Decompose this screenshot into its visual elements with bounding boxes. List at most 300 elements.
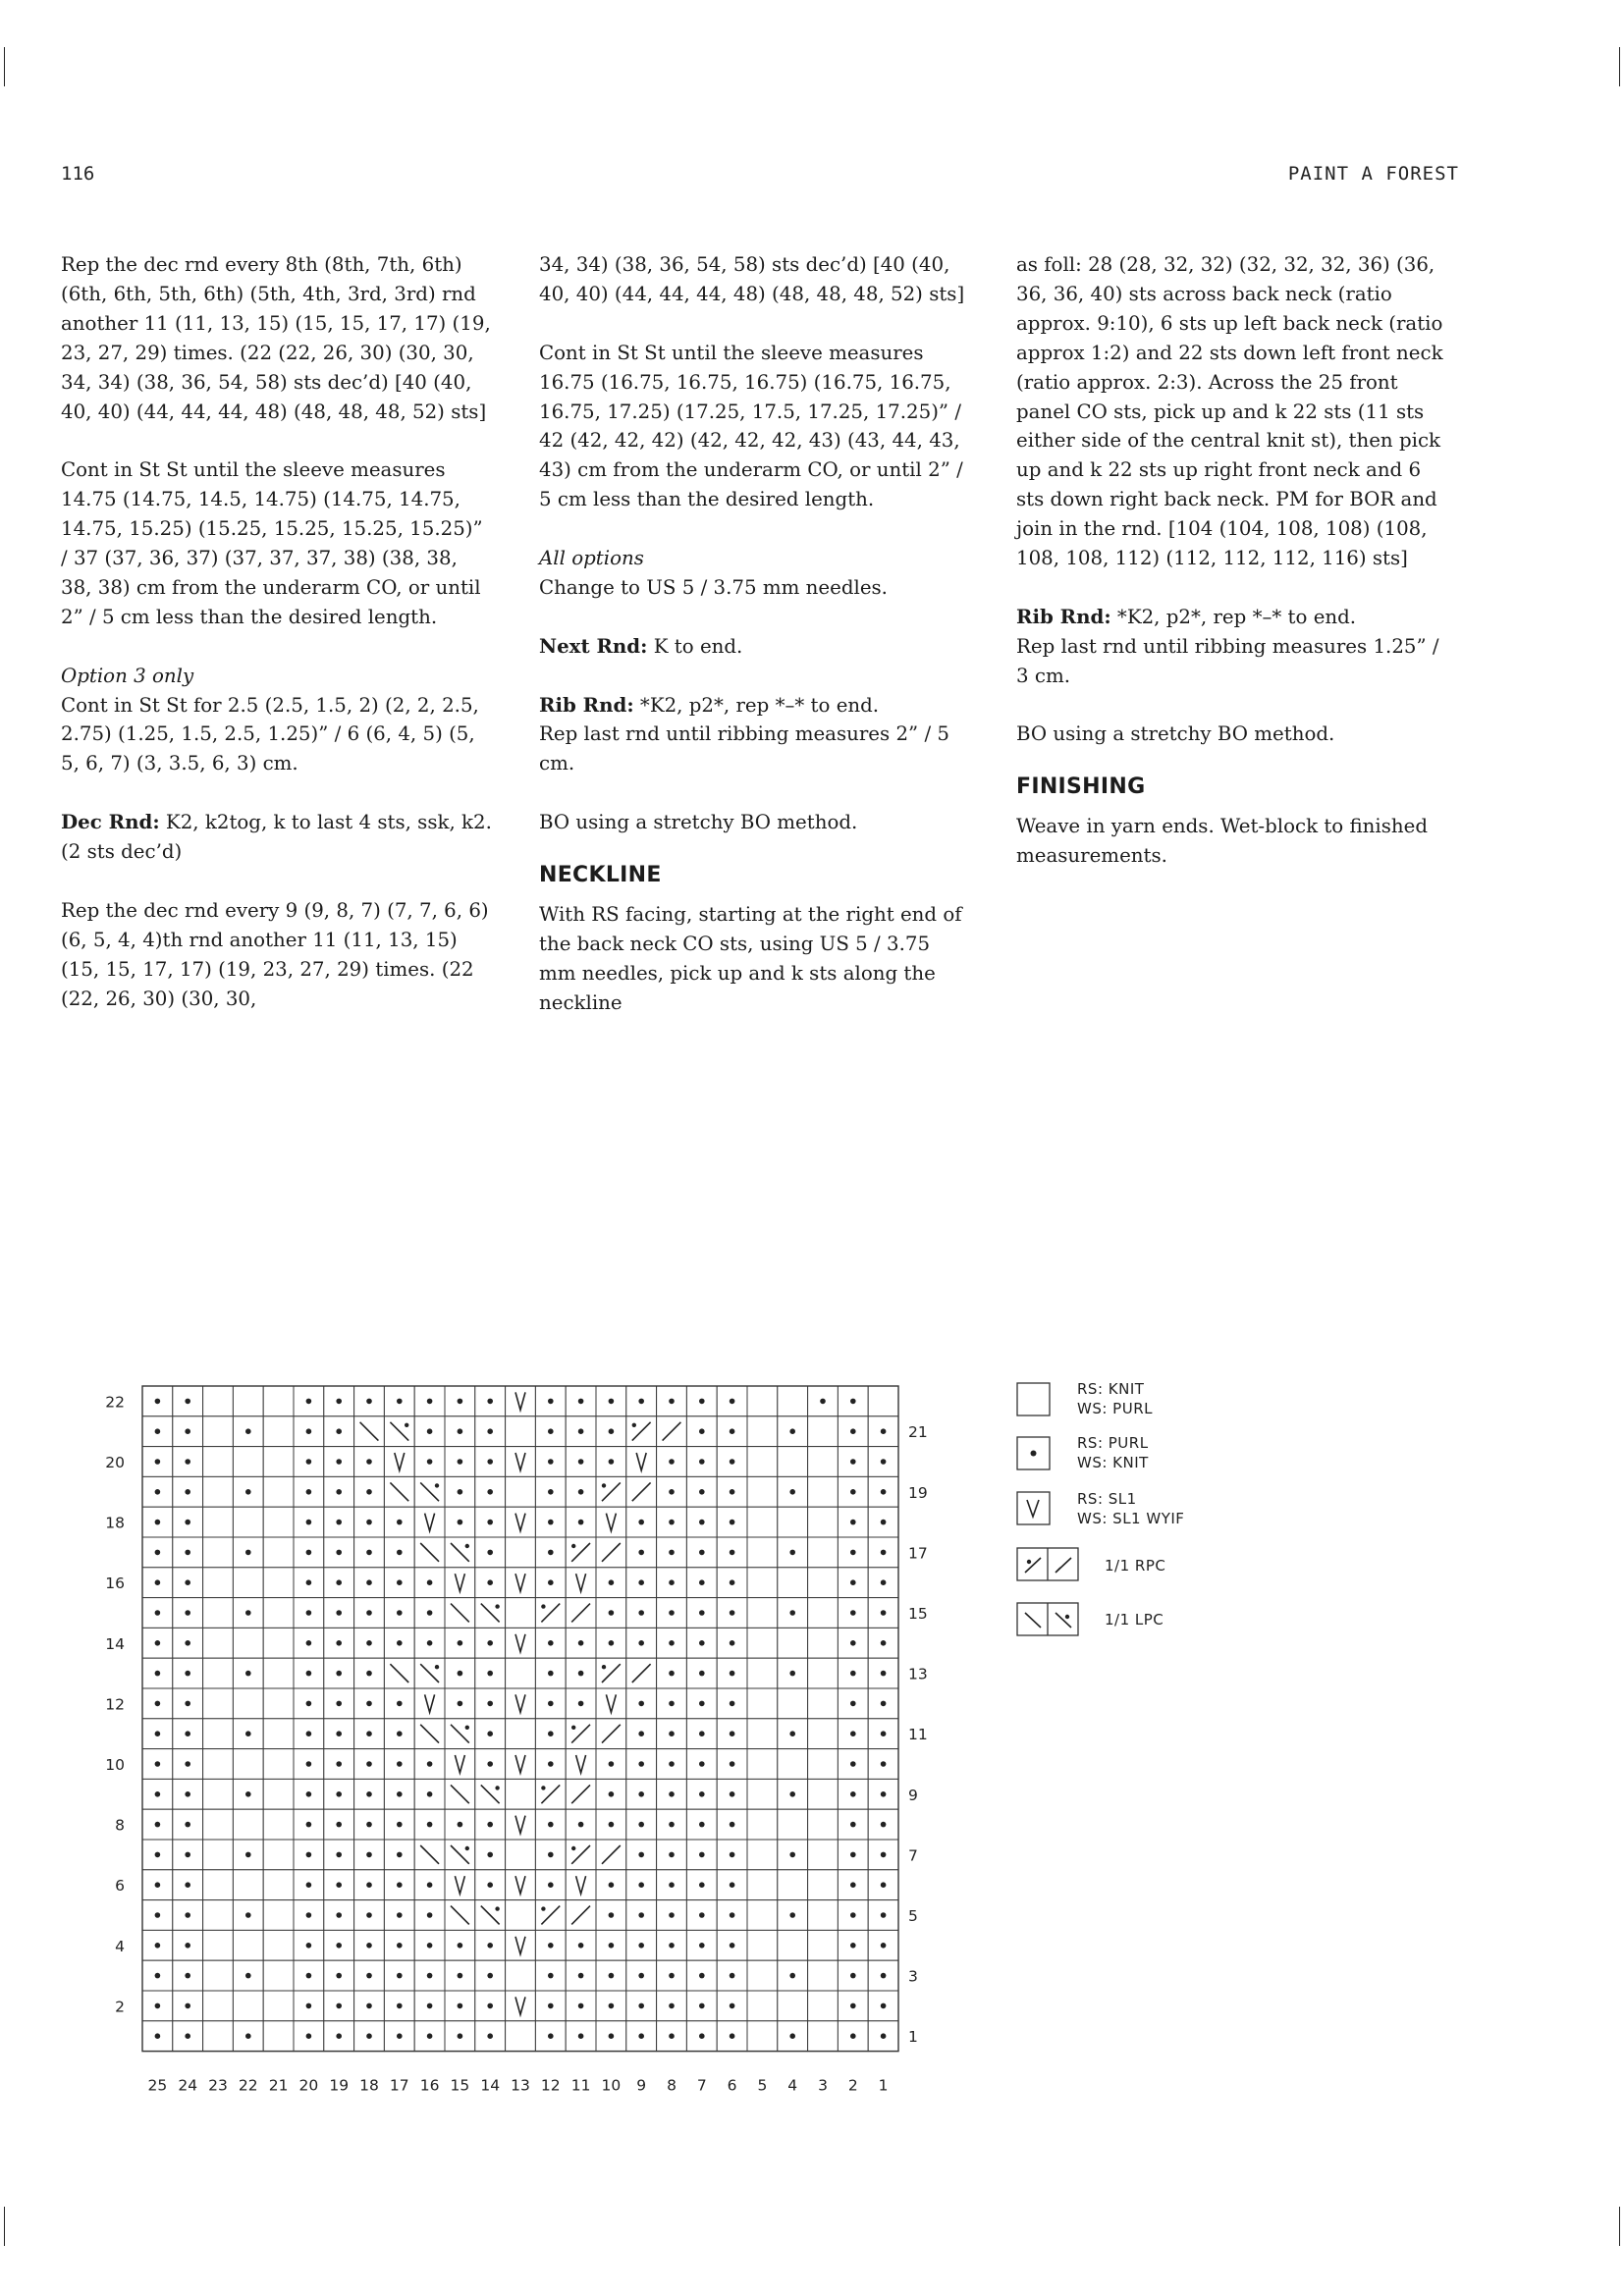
purl-dot (185, 1912, 190, 1918)
column-label: 23 (208, 2076, 228, 2095)
chart-cell (203, 1749, 234, 1780)
purl-dot (336, 2033, 342, 2039)
purl-dot (427, 1610, 433, 1616)
purl-dot (669, 1822, 675, 1828)
chart-cell (203, 1991, 234, 2021)
purl-dot (336, 1822, 342, 1828)
purl-dot (730, 1579, 735, 1585)
purl-dot (730, 1640, 735, 1646)
purl-dot (699, 2033, 705, 2039)
row-label-right: 17 (908, 1544, 928, 1563)
purl-dot (185, 1701, 190, 1707)
rpc-dot (571, 1726, 575, 1730)
purl-dot (155, 1399, 161, 1405)
paragraph: Rep the dec rnd every 8th (8th, 7th, 6th) (6th, 6th, 5th, 6th) (5th, 4th, 3rd, 3rd) rnd another 11 (11, 13, 15) (15, 15, 17, 17) (19, 23, 27, 29) times. (22 (22, 26, 30) (30, 30, 34, 34) (38, 36, 54, 58) sts dec’d) [40 (40, 40, 40) (44, 44, 44, 48) (48, 48, 48, 52) sts] (61, 253, 491, 423)
chart-cell (778, 1447, 808, 1477)
purl-dot (578, 1943, 584, 1949)
purl-dot (730, 1761, 735, 1767)
chart-cell (233, 1688, 263, 1719)
chart-cell (203, 1628, 234, 1658)
purl-dot (366, 1640, 372, 1646)
purl-dot (638, 1882, 644, 1888)
chart-cell (778, 1809, 808, 1840)
purl-dot (458, 1973, 463, 1979)
purl-dot (397, 1882, 403, 1888)
row-label-right: 13 (908, 1665, 928, 1683)
row-label-right: 1 (908, 2028, 918, 2047)
purl-dot (245, 1912, 251, 1918)
purl-dot (730, 2003, 735, 2009)
option-heading: All options (539, 547, 644, 570)
purl-dot (881, 1459, 887, 1465)
purl-dot (306, 2003, 312, 2009)
chart-cell (747, 1749, 778, 1780)
purl-dot (185, 1882, 190, 1888)
purl-dot (669, 1671, 675, 1677)
purl-dot (458, 1520, 463, 1525)
purl-dot (427, 1579, 433, 1585)
chart-cell (747, 1930, 778, 1960)
purl-dot (155, 1912, 161, 1918)
purl-dot (427, 1791, 433, 1797)
purl-dot (578, 1640, 584, 1646)
purl-dot (366, 1610, 372, 1616)
chart-cell (808, 1416, 839, 1447)
purl-dot (245, 1973, 251, 1979)
purl-dot (427, 1459, 433, 1465)
purl-dot (397, 1943, 403, 1949)
purl-dot (487, 1489, 493, 1495)
rpc-dot (602, 1665, 606, 1669)
purl-dot (458, 1640, 463, 1646)
purl-dot (548, 1943, 554, 1949)
purl-dot (669, 1520, 675, 1525)
chart-cell (263, 1386, 294, 1416)
purl-dot (548, 1579, 554, 1585)
chart-cell (506, 1658, 536, 1688)
purl-dot (730, 1701, 735, 1707)
purl-dot (397, 1550, 403, 1556)
purl-dot (155, 1640, 161, 1646)
chart-cell (778, 1507, 808, 1537)
purl-dot (336, 1399, 342, 1405)
purl-dot (155, 1943, 161, 1949)
purl-dot (730, 2033, 735, 2039)
chart-cell (808, 1960, 839, 1991)
chart-cell (747, 1991, 778, 2021)
purl-dot (881, 1610, 887, 1616)
purl-dot (306, 1489, 312, 1495)
purl-dot (850, 1428, 856, 1434)
purl-dot (336, 1791, 342, 1797)
purl-dot (427, 1428, 433, 1434)
purl-dot (366, 1489, 372, 1495)
rpc-dot (541, 1786, 545, 1789)
purl-dot (730, 1399, 735, 1405)
purl-dot (730, 1550, 735, 1556)
column-label: 15 (450, 2076, 470, 2095)
chart-cell (778, 1568, 808, 1598)
purl-dot (730, 1731, 735, 1736)
purl-dot (185, 1399, 190, 1405)
purl-dot (155, 2033, 161, 2039)
purl-dot (850, 1610, 856, 1616)
purl-dot (155, 1822, 161, 1828)
purl-dot (699, 1489, 705, 1495)
purl-dot (548, 1822, 554, 1828)
purl-dot (609, 2033, 615, 2039)
purl-dot (306, 1912, 312, 1918)
purl-dot (245, 1791, 251, 1797)
purl-dot (789, 1428, 795, 1434)
chart-cell (203, 1809, 234, 1840)
column-label: 11 (570, 2076, 591, 2095)
purl-dot (881, 1822, 887, 1828)
rpc-dot (541, 1906, 545, 1910)
chart-cell (506, 1719, 536, 1749)
purl-dot (699, 1459, 705, 1465)
legend-purl-label: RS: PURL WS: KNIT (1077, 1434, 1149, 1471)
purl-dot (155, 1489, 161, 1495)
purl-dot (638, 2033, 644, 2039)
chart-cell (747, 1719, 778, 1749)
purl-dot (306, 1701, 312, 1707)
purl-dot (336, 1459, 342, 1465)
chart-cell (506, 1598, 536, 1629)
chart-cell (747, 1840, 778, 1870)
purl-dot (366, 1973, 372, 1979)
purl-dot (789, 1791, 795, 1797)
purl-dot (730, 1520, 735, 1525)
lpc-dot (435, 1483, 439, 1487)
purl-dot (487, 1671, 493, 1677)
purl-dot (699, 1882, 705, 1888)
chart-cell (203, 1658, 234, 1688)
lpc-dot (405, 1423, 408, 1427)
option-heading: Option 3 only (61, 664, 194, 687)
chart-cell (778, 1688, 808, 1719)
purl-dot (730, 1791, 735, 1797)
chart-cell (263, 2021, 294, 2052)
purl-dot (487, 1761, 493, 1767)
chart-cell (263, 1507, 294, 1537)
purl-dot (427, 1399, 433, 1405)
purl-dot (336, 1640, 342, 1646)
purl-dot (336, 1852, 342, 1858)
purl-dot (850, 1520, 856, 1525)
purl-dot (487, 1579, 493, 1585)
purl-dot (458, 1822, 463, 1828)
row-label-right: 5 (908, 1907, 918, 1925)
purl-dot (609, 1943, 615, 1949)
purl-dot (458, 1701, 463, 1707)
purl-dot (789, 1550, 795, 1556)
chart-cell (808, 1870, 839, 1900)
row-label-right: 11 (908, 1726, 928, 1744)
chart-cell (233, 1870, 263, 1900)
chart-cell (506, 1416, 536, 1447)
purl-dot (669, 1550, 675, 1556)
column-label: 4 (787, 2076, 798, 2095)
chart-cell (203, 1900, 234, 1931)
rpc-dot (571, 1544, 575, 1548)
paragraph: Rep the dec rnd every 9 (9, 8, 7) (7, 7, 6, 6) (6, 5, 4, 4)th rnd another 11 (11, 13, 15) (15, 15, 17, 17) (19, 23, 27, 29) times. (22 (22, 26, 30) (30, 30, (61, 898, 489, 1010)
purl-dot (699, 1399, 705, 1405)
chart-cell (263, 1688, 294, 1719)
purl-dot (669, 1459, 675, 1465)
purl-dot (397, 1640, 403, 1646)
purl-dot (669, 1579, 675, 1585)
chart-cell (808, 1568, 839, 1598)
purl-dot (458, 1459, 463, 1465)
purl-dot (245, 1671, 251, 1677)
row-label-left: 20 (105, 1454, 125, 1471)
purl-dot (789, 1610, 795, 1616)
column-label: 7 (696, 2076, 707, 2095)
chart-cell (203, 1840, 234, 1870)
purl-dot (578, 1822, 584, 1828)
purl-dot (730, 1459, 735, 1465)
chart-cell (808, 1537, 839, 1568)
purl-dot (306, 1579, 312, 1585)
purl-dot (185, 1973, 190, 1979)
purl-dot (548, 1520, 554, 1525)
purl-dot (638, 1791, 644, 1797)
purl-dot (427, 1640, 433, 1646)
chart-cell (203, 1447, 234, 1477)
purl-dot (336, 1912, 342, 1918)
running-title: PAINT A FOREST (1287, 163, 1459, 185)
chart-cell (506, 1537, 536, 1568)
rpc-dot (571, 1846, 575, 1850)
purl-dot (185, 1520, 190, 1525)
purl-dot (336, 1550, 342, 1556)
purl-dot (185, 1852, 190, 1858)
purl-dot (669, 1973, 675, 1979)
purl-dot (669, 1489, 675, 1495)
purl-dot (336, 1671, 342, 1677)
purl-dot (306, 1640, 312, 1646)
purl-dot (638, 1701, 644, 1707)
purl-dot (669, 1912, 675, 1918)
purl-dot (850, 1399, 856, 1405)
purl-dot (185, 1459, 190, 1465)
purl-dot (306, 1943, 312, 1949)
column-label: 1 (878, 2076, 889, 2095)
chart-cell (203, 1416, 234, 1447)
rpc-dot (632, 1423, 636, 1427)
purl-dot (669, 1731, 675, 1736)
chart-cell (808, 1447, 839, 1477)
chart-cell (233, 1930, 263, 1960)
purl-dot (609, 1640, 615, 1646)
purl-dot (638, 1822, 644, 1828)
purl-dot (638, 2003, 644, 2009)
purl-dot (669, 1761, 675, 1767)
purl-dot (185, 1822, 190, 1828)
purl-dot (578, 1671, 584, 1677)
purl-dot (245, 1731, 251, 1736)
chart-cell (808, 1507, 839, 1537)
instruction-text: Rep last rnd until ribbing measures 2” / 5 cm. (539, 722, 949, 775)
section-heading-finishing: FINISHING (1016, 774, 1146, 800)
purl-dot (699, 1761, 705, 1767)
rpc-dot (541, 1604, 545, 1608)
chart-cell (203, 1598, 234, 1629)
row-label-left: 4 (115, 1937, 125, 1955)
purl-dot (789, 1671, 795, 1677)
purl-dot (638, 1943, 644, 1949)
purl-dot (730, 1610, 735, 1616)
purl-dot (850, 1852, 856, 1858)
instruction-label: Rib Rnd: (539, 692, 634, 717)
chart-cell (808, 1628, 839, 1658)
purl-dot (427, 1882, 433, 1888)
purl-dot (638, 1912, 644, 1918)
column-label: 2 (847, 2076, 858, 2095)
chart-cell (747, 1598, 778, 1629)
column-label: 21 (268, 2076, 289, 2095)
chart-cell (747, 1447, 778, 1477)
purl-dot (245, 1852, 251, 1858)
chart-cell (506, 1900, 536, 1931)
row-label-right: 7 (908, 1846, 918, 1865)
row-label-left: 12 (105, 1695, 125, 1714)
chart-cell (203, 1960, 234, 1991)
chart-cell (778, 1749, 808, 1780)
purl-dot (638, 1610, 644, 1616)
purl-dot (609, 1912, 615, 1918)
purl-dot (730, 1428, 735, 1434)
lpc-dot (465, 1726, 469, 1730)
purl-dot (850, 1550, 856, 1556)
chart-cell (747, 1386, 778, 1416)
purl-dot (669, 2003, 675, 2009)
purl-dot (850, 1731, 856, 1736)
purl-dot (336, 1520, 342, 1525)
purl-dot (638, 1520, 644, 1525)
purl-dot (366, 1912, 372, 1918)
rpc-dot (602, 1483, 606, 1487)
row-label-left: 6 (115, 1877, 125, 1896)
purl-dot (730, 1852, 735, 1858)
instruction-label: Rib Rnd: (1016, 604, 1111, 628)
purl-dot (366, 1579, 372, 1585)
purl-dot (881, 1701, 887, 1707)
purl-dot (699, 1579, 705, 1585)
purl-dot (366, 1520, 372, 1525)
chart-cell (808, 1688, 839, 1719)
purl-dot (185, 1610, 190, 1616)
chart-cell (263, 1537, 294, 1568)
purl-dot (306, 1791, 312, 1797)
purl-dot (155, 1731, 161, 1736)
purl-dot (185, 1671, 190, 1677)
purl-dot (155, 1761, 161, 1767)
purl-dot (578, 1399, 584, 1405)
chart-cell (203, 1719, 234, 1749)
purl-dot (366, 1399, 372, 1405)
chart-cell (263, 1628, 294, 1658)
purl-dot (881, 1731, 887, 1736)
purl-dot (487, 1852, 493, 1858)
purl-dot (730, 1822, 735, 1828)
chart-cell (808, 1991, 839, 2021)
row-label-left: 8 (115, 1816, 125, 1835)
chart-cell (263, 1870, 294, 1900)
paragraph: Cont in St St until the sleeve measures 16.75 (16.75, 16.75, 16.75) (16.75, 16.75, 16.75, 17.25) (17.25, 17.5, 17.25, 17.25)” / 42 (42, 42, 42) (42, 42, 42, 43) (43, 44, 43, 43) cm from the underarm CO, or until 2” / 5 cm less than the desired length. (539, 341, 963, 511)
purl-dot (397, 2033, 403, 2039)
chart-cell (203, 1870, 234, 1900)
purl-dot (548, 1550, 554, 1556)
purl-dot (699, 1852, 705, 1858)
chart-cell (747, 1507, 778, 1537)
purl-dot (306, 1610, 312, 1616)
purl-dot (699, 1520, 705, 1525)
purl-dot (881, 1520, 887, 1525)
chart-cell (747, 1688, 778, 1719)
column-label: 3 (818, 2076, 828, 2095)
column-label: 9 (636, 2076, 647, 2095)
chart-cell (263, 1476, 294, 1507)
chart-cell (263, 1568, 294, 1598)
purl-dot (548, 1701, 554, 1707)
column-label: 12 (540, 2076, 561, 2095)
chart-cell (233, 1386, 263, 1416)
column-label: 14 (480, 2076, 501, 2095)
purl-dot (881, 1882, 887, 1888)
lpc-dot (435, 1665, 439, 1669)
chart-cell (778, 1930, 808, 1960)
chart-cell (808, 1658, 839, 1688)
purl-dot (306, 1761, 312, 1767)
purl-dot (306, 1671, 312, 1677)
purl-dot (789, 1852, 795, 1858)
purl-dot (548, 1973, 554, 1979)
purl-dot (155, 1428, 161, 1434)
chart-cell (263, 1719, 294, 1749)
purl-dot (245, 1610, 251, 1616)
purl-dot (397, 1912, 403, 1918)
purl-dot (336, 1579, 342, 1585)
purl-dot (155, 1882, 161, 1888)
purl-dot (578, 1701, 584, 1707)
purl-dot (789, 1489, 795, 1495)
purl-dot (397, 1701, 403, 1707)
purl-dot (306, 1882, 312, 1888)
purl-dot (366, 1822, 372, 1828)
instruction-label: Dec Rnd: (61, 810, 160, 834)
chart-cell (233, 1628, 263, 1658)
purl-dot (185, 1791, 190, 1797)
option-text: Change to US 5 / 3.75 mm needles. (539, 575, 888, 599)
purl-dot (881, 1912, 887, 1918)
purl-dot (397, 1399, 403, 1405)
purl-dot (487, 1459, 493, 1465)
chart-cell (203, 1507, 234, 1537)
purl-dot (881, 2003, 887, 2009)
paragraph: BO using a stretchy BO method. (539, 811, 858, 834)
purl-dot (487, 1428, 493, 1434)
purl-dot (366, 1791, 372, 1797)
chart-cell (747, 1476, 778, 1507)
purl-dot (548, 1731, 554, 1736)
purl-dot (699, 1973, 705, 1979)
purl-dot (427, 1822, 433, 1828)
option-text: Cont in St St for 2.5 (2.5, 1.5, 2) (2, 2, 2.5, 2.75) (1.25, 1.5, 2.5, 1.25)” / 6 (6, 4, 5) (5, 5, 6, 7) (3, 3.5, 6, 3) cm. (61, 693, 479, 775)
purl-dot (306, 2033, 312, 2039)
chart-cell (233, 1991, 263, 2021)
